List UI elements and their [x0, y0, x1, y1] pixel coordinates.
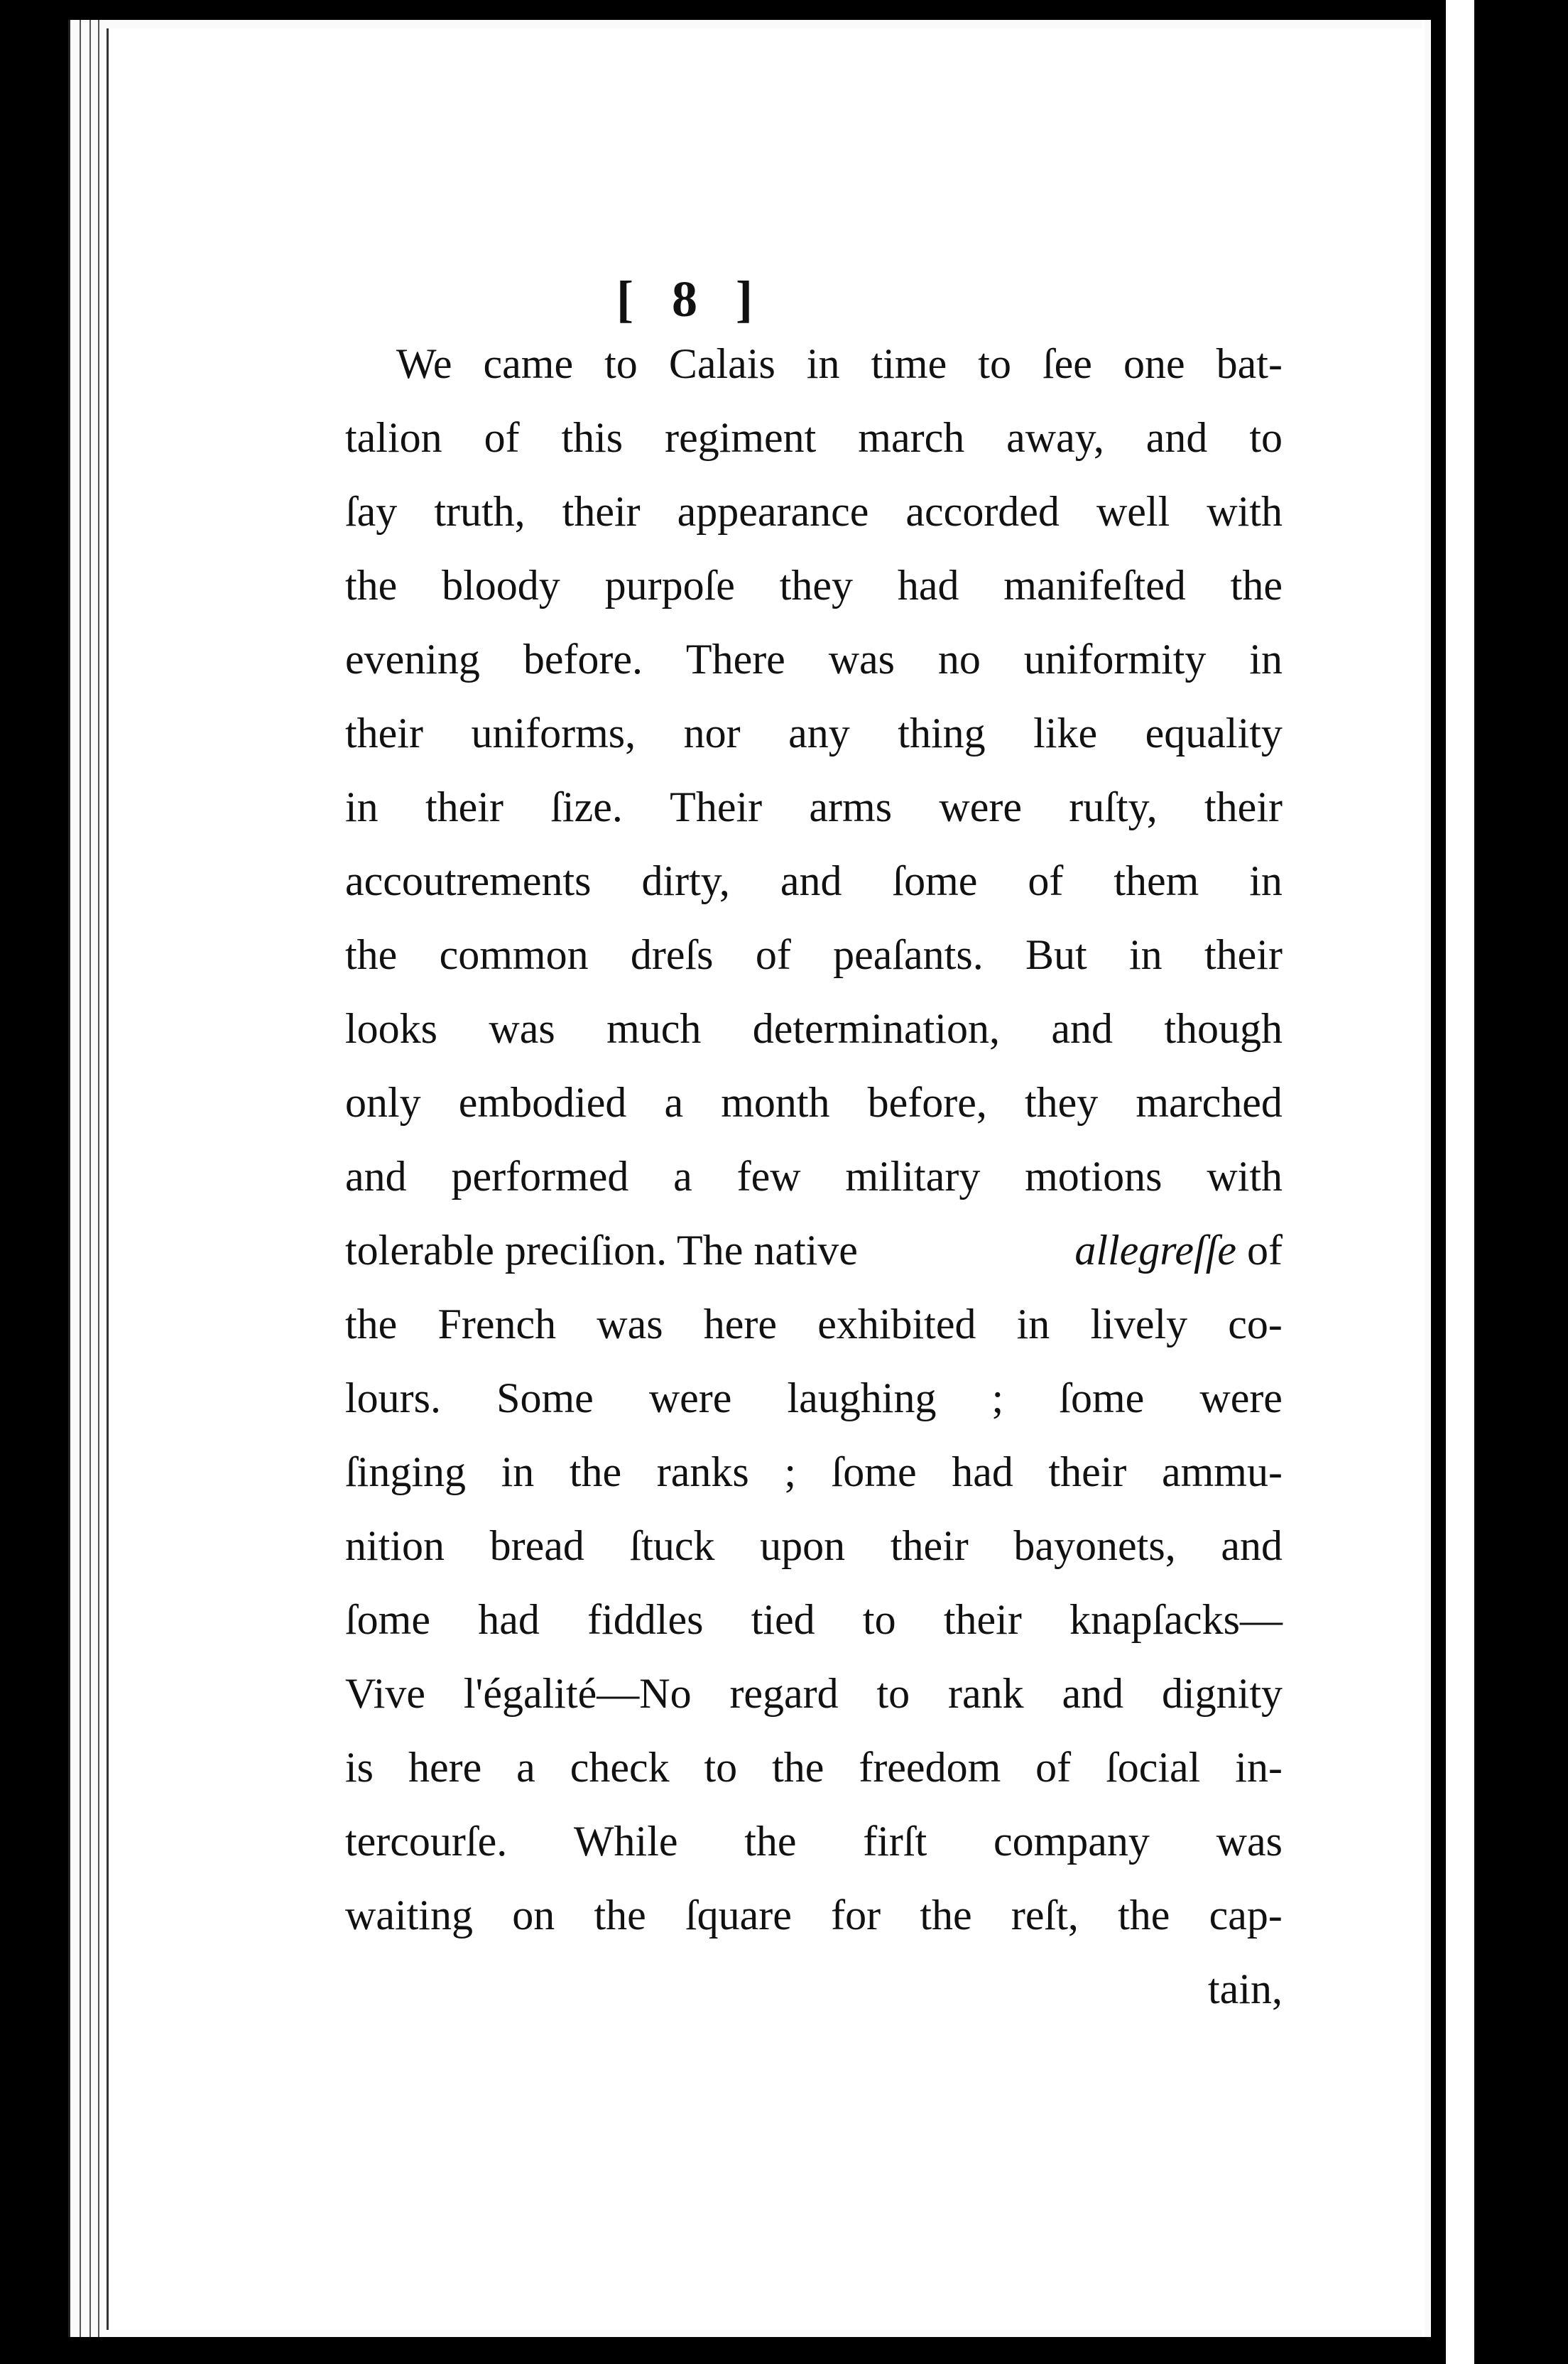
- word: like: [1033, 710, 1098, 757]
- word: dreſs: [630, 931, 714, 978]
- word: the: [772, 1744, 824, 1791]
- word: their: [425, 784, 503, 830]
- word: their: [345, 710, 423, 757]
- word: regard: [729, 1670, 839, 1717]
- word: tercourſe.: [345, 1818, 508, 1865]
- word: determination,: [752, 1005, 1000, 1052]
- text-line: [345, 696, 1283, 770]
- word: of: [1035, 1744, 1072, 1791]
- facing-page-strip: [1446, 0, 1474, 2364]
- text-line: [345, 1139, 1283, 1213]
- word: We: [396, 340, 452, 387]
- word: to: [978, 340, 1011, 387]
- word: well: [1096, 488, 1170, 535]
- word: the: [569, 1448, 622, 1495]
- word: nition: [345, 1522, 445, 1569]
- word: for: [831, 1892, 881, 1939]
- word: ;: [991, 1375, 1004, 1421]
- word: military: [845, 1153, 981, 1200]
- word: and: [1145, 414, 1208, 461]
- word: ſome: [892, 857, 978, 904]
- word: appearance: [677, 488, 869, 535]
- word: their: [890, 1522, 969, 1569]
- word: regiment: [665, 414, 817, 461]
- word: a: [516, 1744, 535, 1791]
- word: and: [345, 1153, 407, 1200]
- word: knapſacks—: [1069, 1596, 1283, 1643]
- word: and: [1051, 1005, 1113, 1052]
- word: firſt: [863, 1818, 927, 1865]
- word: only: [345, 1079, 421, 1126]
- word: talion: [345, 414, 442, 461]
- page-edge-line: [89, 20, 91, 2337]
- word: nor: [683, 710, 741, 757]
- word: looks: [345, 1005, 438, 1052]
- word: to: [862, 1596, 896, 1643]
- word: evening: [345, 636, 480, 683]
- word: them: [1114, 857, 1199, 904]
- word: in: [1129, 931, 1163, 978]
- word: uniforms,: [471, 710, 636, 757]
- word: lively: [1090, 1301, 1188, 1348]
- text-line: [345, 327, 1283, 401]
- word: co-: [1228, 1301, 1283, 1348]
- word: their: [943, 1596, 1022, 1643]
- word: and: [1221, 1522, 1283, 1569]
- word: in: [501, 1448, 535, 1495]
- word: march: [858, 414, 965, 461]
- word: There: [685, 636, 785, 683]
- word: the: [594, 1892, 646, 1939]
- word: the: [1118, 1892, 1170, 1939]
- word: purpoſe: [604, 562, 735, 609]
- word: their: [1204, 784, 1283, 830]
- word: the: [345, 562, 398, 609]
- word: marched: [1136, 1079, 1283, 1126]
- word: away,: [1006, 414, 1104, 461]
- word: to: [1249, 414, 1283, 461]
- word: exhibited: [817, 1301, 976, 1348]
- word: While: [573, 1818, 678, 1865]
- word: the: [345, 931, 398, 978]
- word: were: [648, 1375, 732, 1421]
- word: common: [439, 931, 589, 978]
- word: fiddles: [587, 1596, 704, 1643]
- catchword: tain,: [1208, 1966, 1283, 2012]
- text-line: [345, 1435, 1283, 1509]
- word: truth,: [434, 488, 526, 535]
- word: ſome: [1059, 1375, 1145, 1421]
- word: upon: [760, 1522, 846, 1569]
- word: a: [673, 1153, 692, 1200]
- word: dignity: [1161, 1670, 1283, 1717]
- word: in: [1016, 1301, 1050, 1348]
- word: in: [345, 784, 379, 830]
- word: company: [993, 1818, 1150, 1865]
- word: to: [876, 1670, 910, 1717]
- word: ranks: [656, 1448, 749, 1495]
- text-line: [345, 548, 1283, 622]
- word: ſome: [345, 1596, 430, 1643]
- text-line: [345, 1878, 1283, 1952]
- word: a: [664, 1079, 684, 1126]
- word: ſquare: [685, 1892, 792, 1939]
- word: peaſants.: [833, 931, 984, 978]
- word: of: [484, 414, 520, 461]
- word: no: [937, 636, 981, 683]
- text-line: [345, 1583, 1283, 1657]
- word: waiting: [345, 1892, 473, 1939]
- word: any: [788, 710, 850, 757]
- word: bread: [489, 1522, 584, 1569]
- text-line: [345, 1804, 1283, 1878]
- text-line: tolerable preciſion. The native allegreſſe of: [345, 1227, 1283, 1274]
- word: ruſty,: [1069, 784, 1158, 830]
- word: dirty,: [641, 857, 730, 904]
- word: their: [1048, 1448, 1127, 1495]
- word: came: [483, 340, 574, 387]
- word: time: [871, 340, 947, 387]
- text-line: [345, 844, 1283, 918]
- word: manifeſted: [1003, 562, 1186, 609]
- word: here: [703, 1301, 778, 1348]
- word: was: [1216, 1818, 1283, 1865]
- word: their: [562, 488, 641, 535]
- word: rank: [948, 1670, 1024, 1717]
- word: cap-: [1209, 1892, 1283, 1939]
- word: reſt,: [1011, 1892, 1079, 1939]
- word: were: [939, 784, 1022, 830]
- word: the: [1230, 562, 1283, 609]
- word: with: [1207, 488, 1283, 535]
- word: was: [489, 1005, 555, 1052]
- word: were: [1199, 1375, 1283, 1421]
- word: uniformity: [1023, 636, 1207, 683]
- word: Vive: [345, 1670, 426, 1717]
- italic-word-allegresse: allegreſſe: [1074, 1227, 1237, 1274]
- word: in: [806, 340, 840, 387]
- word: was: [828, 636, 895, 683]
- text-line: [345, 622, 1283, 696]
- text-line: [345, 1657, 1283, 1730]
- word: bat-: [1216, 340, 1283, 387]
- word: bayonets,: [1013, 1522, 1176, 1569]
- word: had: [897, 562, 959, 609]
- word: ;: [784, 1448, 797, 1495]
- word: equality: [1145, 710, 1283, 757]
- word: to: [704, 1744, 738, 1791]
- word: arms: [809, 784, 893, 830]
- page-body-text: [345, 327, 1283, 2026]
- word: the: [920, 1892, 972, 1939]
- text-line: [345, 918, 1283, 992]
- word: motions: [1025, 1153, 1163, 1200]
- word: ſome: [831, 1448, 917, 1495]
- word: here: [408, 1744, 482, 1791]
- word: on: [512, 1892, 555, 1939]
- word: is: [345, 1744, 374, 1791]
- word: before,: [867, 1079, 987, 1126]
- word: embodied: [458, 1079, 627, 1126]
- word: of: [1028, 857, 1064, 904]
- word: But: [1025, 931, 1087, 978]
- word: the: [345, 1301, 398, 1348]
- word: with: [1207, 1153, 1283, 1200]
- text-line: [345, 1066, 1283, 1139]
- word: one: [1123, 340, 1185, 387]
- word: ſtuck: [629, 1522, 715, 1569]
- word: the: [744, 1818, 797, 1865]
- word: performed: [451, 1153, 629, 1200]
- word: thing: [898, 710, 986, 757]
- word: freedom: [859, 1744, 1001, 1791]
- word: accorded: [905, 488, 1060, 535]
- word: l'égalité—No: [463, 1670, 692, 1717]
- word: bloody: [442, 562, 560, 609]
- word: in-: [1235, 1744, 1283, 1791]
- text-line: [345, 1509, 1283, 1583]
- word: they: [779, 562, 854, 609]
- word: French: [437, 1301, 557, 1348]
- word: laughing: [787, 1375, 937, 1421]
- word: this: [561, 414, 624, 461]
- word: was: [597, 1301, 663, 1348]
- scan-margin: [1474, 0, 1568, 2364]
- page-edge-line: [80, 20, 81, 2337]
- word: ſee: [1042, 340, 1092, 387]
- word: had: [952, 1448, 1013, 1495]
- word: their: [1204, 931, 1283, 978]
- word: much: [606, 1005, 702, 1052]
- word: month: [721, 1079, 830, 1126]
- word: check: [570, 1744, 670, 1791]
- word: they: [1024, 1079, 1099, 1126]
- page-edge-line: [98, 20, 99, 2337]
- word: had: [478, 1596, 540, 1643]
- word: ammu-: [1161, 1448, 1283, 1495]
- page-number-header: [ 8 ]: [616, 271, 766, 327]
- text-line: [345, 1730, 1283, 1804]
- text-line: [345, 1361, 1283, 1435]
- word: ſinging: [345, 1448, 467, 1495]
- word: ſocial: [1106, 1744, 1201, 1791]
- word: few: [736, 1153, 801, 1200]
- text-line: [345, 992, 1283, 1066]
- text-line: [345, 401, 1283, 475]
- text-line: [345, 1287, 1283, 1361]
- word: tied: [751, 1596, 815, 1643]
- word: before.: [523, 636, 643, 683]
- word: ſize.: [550, 784, 623, 830]
- text-line: [345, 770, 1283, 844]
- word: and: [780, 857, 842, 904]
- word: ſay: [345, 488, 398, 535]
- text-line: [345, 475, 1283, 548]
- word: in: [1249, 857, 1283, 904]
- word: accoutrements: [345, 857, 592, 904]
- word: in: [1249, 636, 1283, 683]
- word: Their: [670, 784, 763, 830]
- word: and: [1062, 1670, 1124, 1717]
- word: to: [604, 340, 638, 387]
- word: of: [755, 931, 791, 978]
- word: though: [1164, 1005, 1283, 1052]
- word: Some: [496, 1375, 594, 1421]
- word: Calais: [668, 340, 775, 387]
- word: lours.: [345, 1375, 441, 1421]
